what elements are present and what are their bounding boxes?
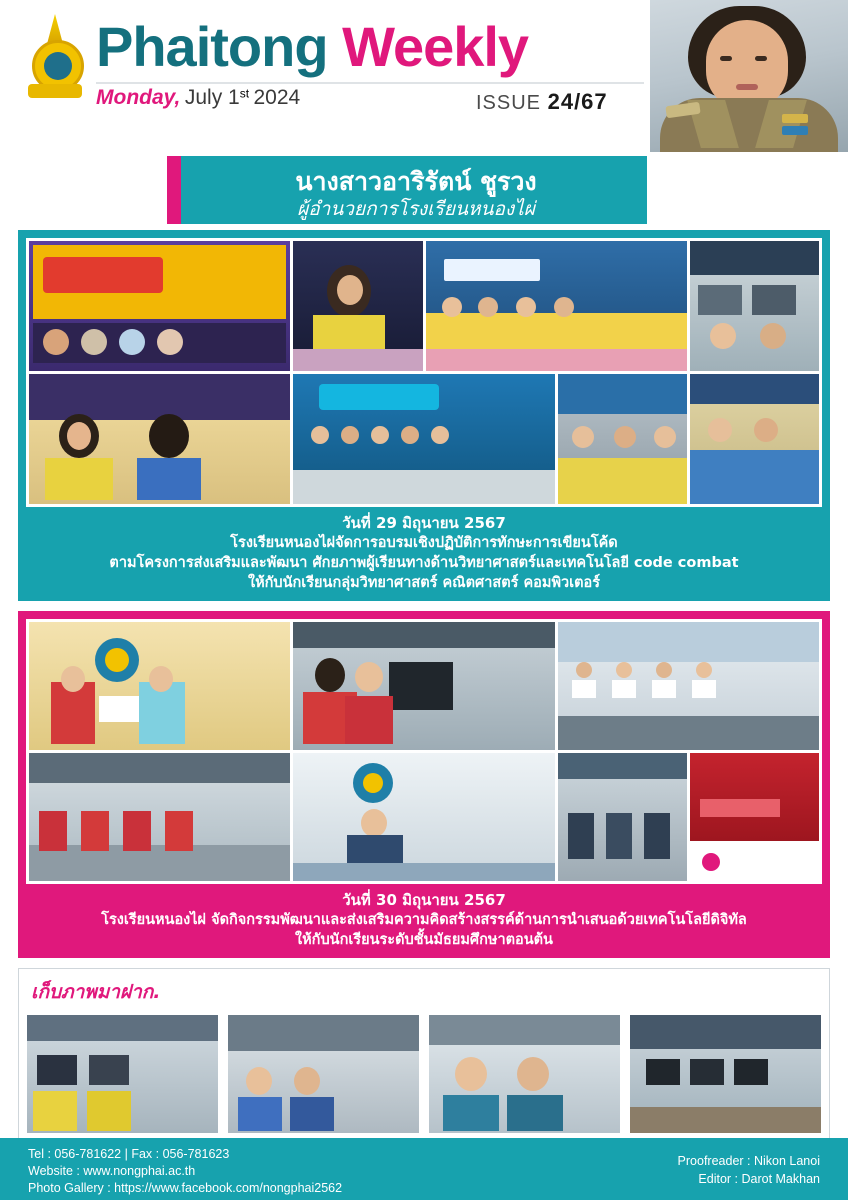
photo-speaker-at-lectern bbox=[293, 753, 554, 881]
day-of-week: Monday, bbox=[96, 86, 181, 109]
caption-line: ตามโครงการส่งเสริมและพัฒนา ศักยภาพผู้เรียนทางด้านวิทยาศาสตร์และเทคโนโลยี code combat bbox=[109, 555, 739, 571]
masthead bbox=[96, 16, 656, 124]
director-name: นางสาวอาริรัตน์ ชูรวง bbox=[295, 167, 537, 196]
photo-computer-lab-students-yellow bbox=[27, 1015, 218, 1133]
section-2-caption bbox=[26, 884, 822, 952]
issue-block bbox=[476, 89, 608, 115]
photo-grid-2 bbox=[26, 619, 822, 884]
school-crest-icon bbox=[24, 14, 86, 100]
footer-contact bbox=[28, 1146, 342, 1197]
photo-computer-room-overview bbox=[630, 1015, 821, 1133]
footer-credits bbox=[678, 1152, 820, 1188]
footer-photo-gallery[interactable]: Photo Gallery : https://www.facebook.com/nongphai2562 bbox=[28, 1181, 343, 1195]
photo-student-presenting-award bbox=[29, 374, 290, 504]
date-suffix: st bbox=[239, 86, 250, 101]
caption-line: ให้กับนักเรียนระดับชั้นมัธยมศึกษาตอนต้น bbox=[295, 932, 553, 948]
photo-students-on-stage-holding-signs bbox=[558, 622, 819, 750]
photo-audience-standing bbox=[558, 753, 687, 881]
page-title bbox=[96, 16, 656, 78]
caption-line: โรงเรียนหนองไผ่จัดการอบรมเชิงปฏิบัติการทักษะการเขียนโค้ด bbox=[230, 535, 618, 551]
name-bar-marker bbox=[167, 156, 181, 224]
page-header bbox=[0, 0, 848, 152]
section-digital-presentation bbox=[18, 611, 830, 958]
caption-date: วันที่ 30 มิถุนายน 2567 bbox=[342, 891, 506, 909]
photo-students-in-computer-lab bbox=[690, 241, 819, 371]
photo-students-raising-hands bbox=[690, 374, 819, 504]
director-portrait-photo bbox=[650, 0, 848, 152]
photo-group-photo-red-shirts bbox=[29, 753, 290, 881]
footer-tel: Tel : 056-781622 | Fax : 056-781623 bbox=[28, 1147, 230, 1161]
caption-line: ให้กับนักเรียนกลุ่มวิทยาศาสตร์ คณิตศาสตร์ คอมพิวเตอร์ bbox=[247, 575, 601, 591]
photo-speaker-at-podium bbox=[293, 241, 422, 371]
title-part1: Phaitong bbox=[96, 15, 328, 78]
dateline bbox=[96, 86, 656, 124]
caption-date: วันที่ 29 มิถุนายน 2567 bbox=[342, 514, 506, 532]
photo-group-photo-stage bbox=[293, 374, 554, 504]
issue-value: 24/67 bbox=[547, 89, 608, 114]
footer-proofreader: Proofreader : Nikon Lanoi bbox=[677, 1154, 820, 1168]
photo-gallery-section bbox=[18, 968, 830, 1142]
photo-online-training-screen bbox=[29, 241, 290, 371]
photo-award-ceremony-two-students bbox=[29, 622, 290, 750]
photo-grid-1 bbox=[26, 238, 822, 507]
photo-students-seated-hall bbox=[558, 374, 687, 504]
director-role: ผู้อำนวยการโรงเรียนหนองไผ่ bbox=[297, 198, 535, 220]
photo-classroom-students-masks bbox=[228, 1015, 419, 1133]
director-name-bar bbox=[0, 152, 848, 230]
caption-line: โรงเรียนหนองไผ่ จัดกิจกรรมพัฒนาและส่งเสริมความคิดสร้างสรรค์ด้านการนำเสนอด้วยเทคโนโลยีดิจิทัล bbox=[101, 912, 747, 928]
section-1-caption bbox=[26, 507, 822, 595]
date-year: 2024 bbox=[253, 86, 301, 109]
page-footer bbox=[0, 1138, 848, 1200]
section-code-combat bbox=[18, 230, 830, 601]
issue-label: ISSUE bbox=[476, 92, 542, 114]
gallery-title: เก็บภาพมาฝาก. bbox=[31, 981, 161, 1003]
header-divider bbox=[96, 82, 644, 84]
photo-teachers-at-computers bbox=[293, 622, 554, 750]
title-part2: Weekly bbox=[342, 15, 529, 78]
gallery-grid bbox=[27, 1015, 821, 1133]
date-main: July 1 bbox=[184, 86, 240, 109]
photo-presentation-slide-hcoc bbox=[690, 753, 819, 881]
photo-students-group-photo-code-combat bbox=[426, 241, 687, 371]
footer-editor: Editor : Darot Makhan bbox=[698, 1172, 820, 1186]
footer-website[interactable]: Website : www.nongphai.ac.th bbox=[28, 1164, 196, 1178]
photo-students-smiling-lab bbox=[429, 1015, 620, 1133]
